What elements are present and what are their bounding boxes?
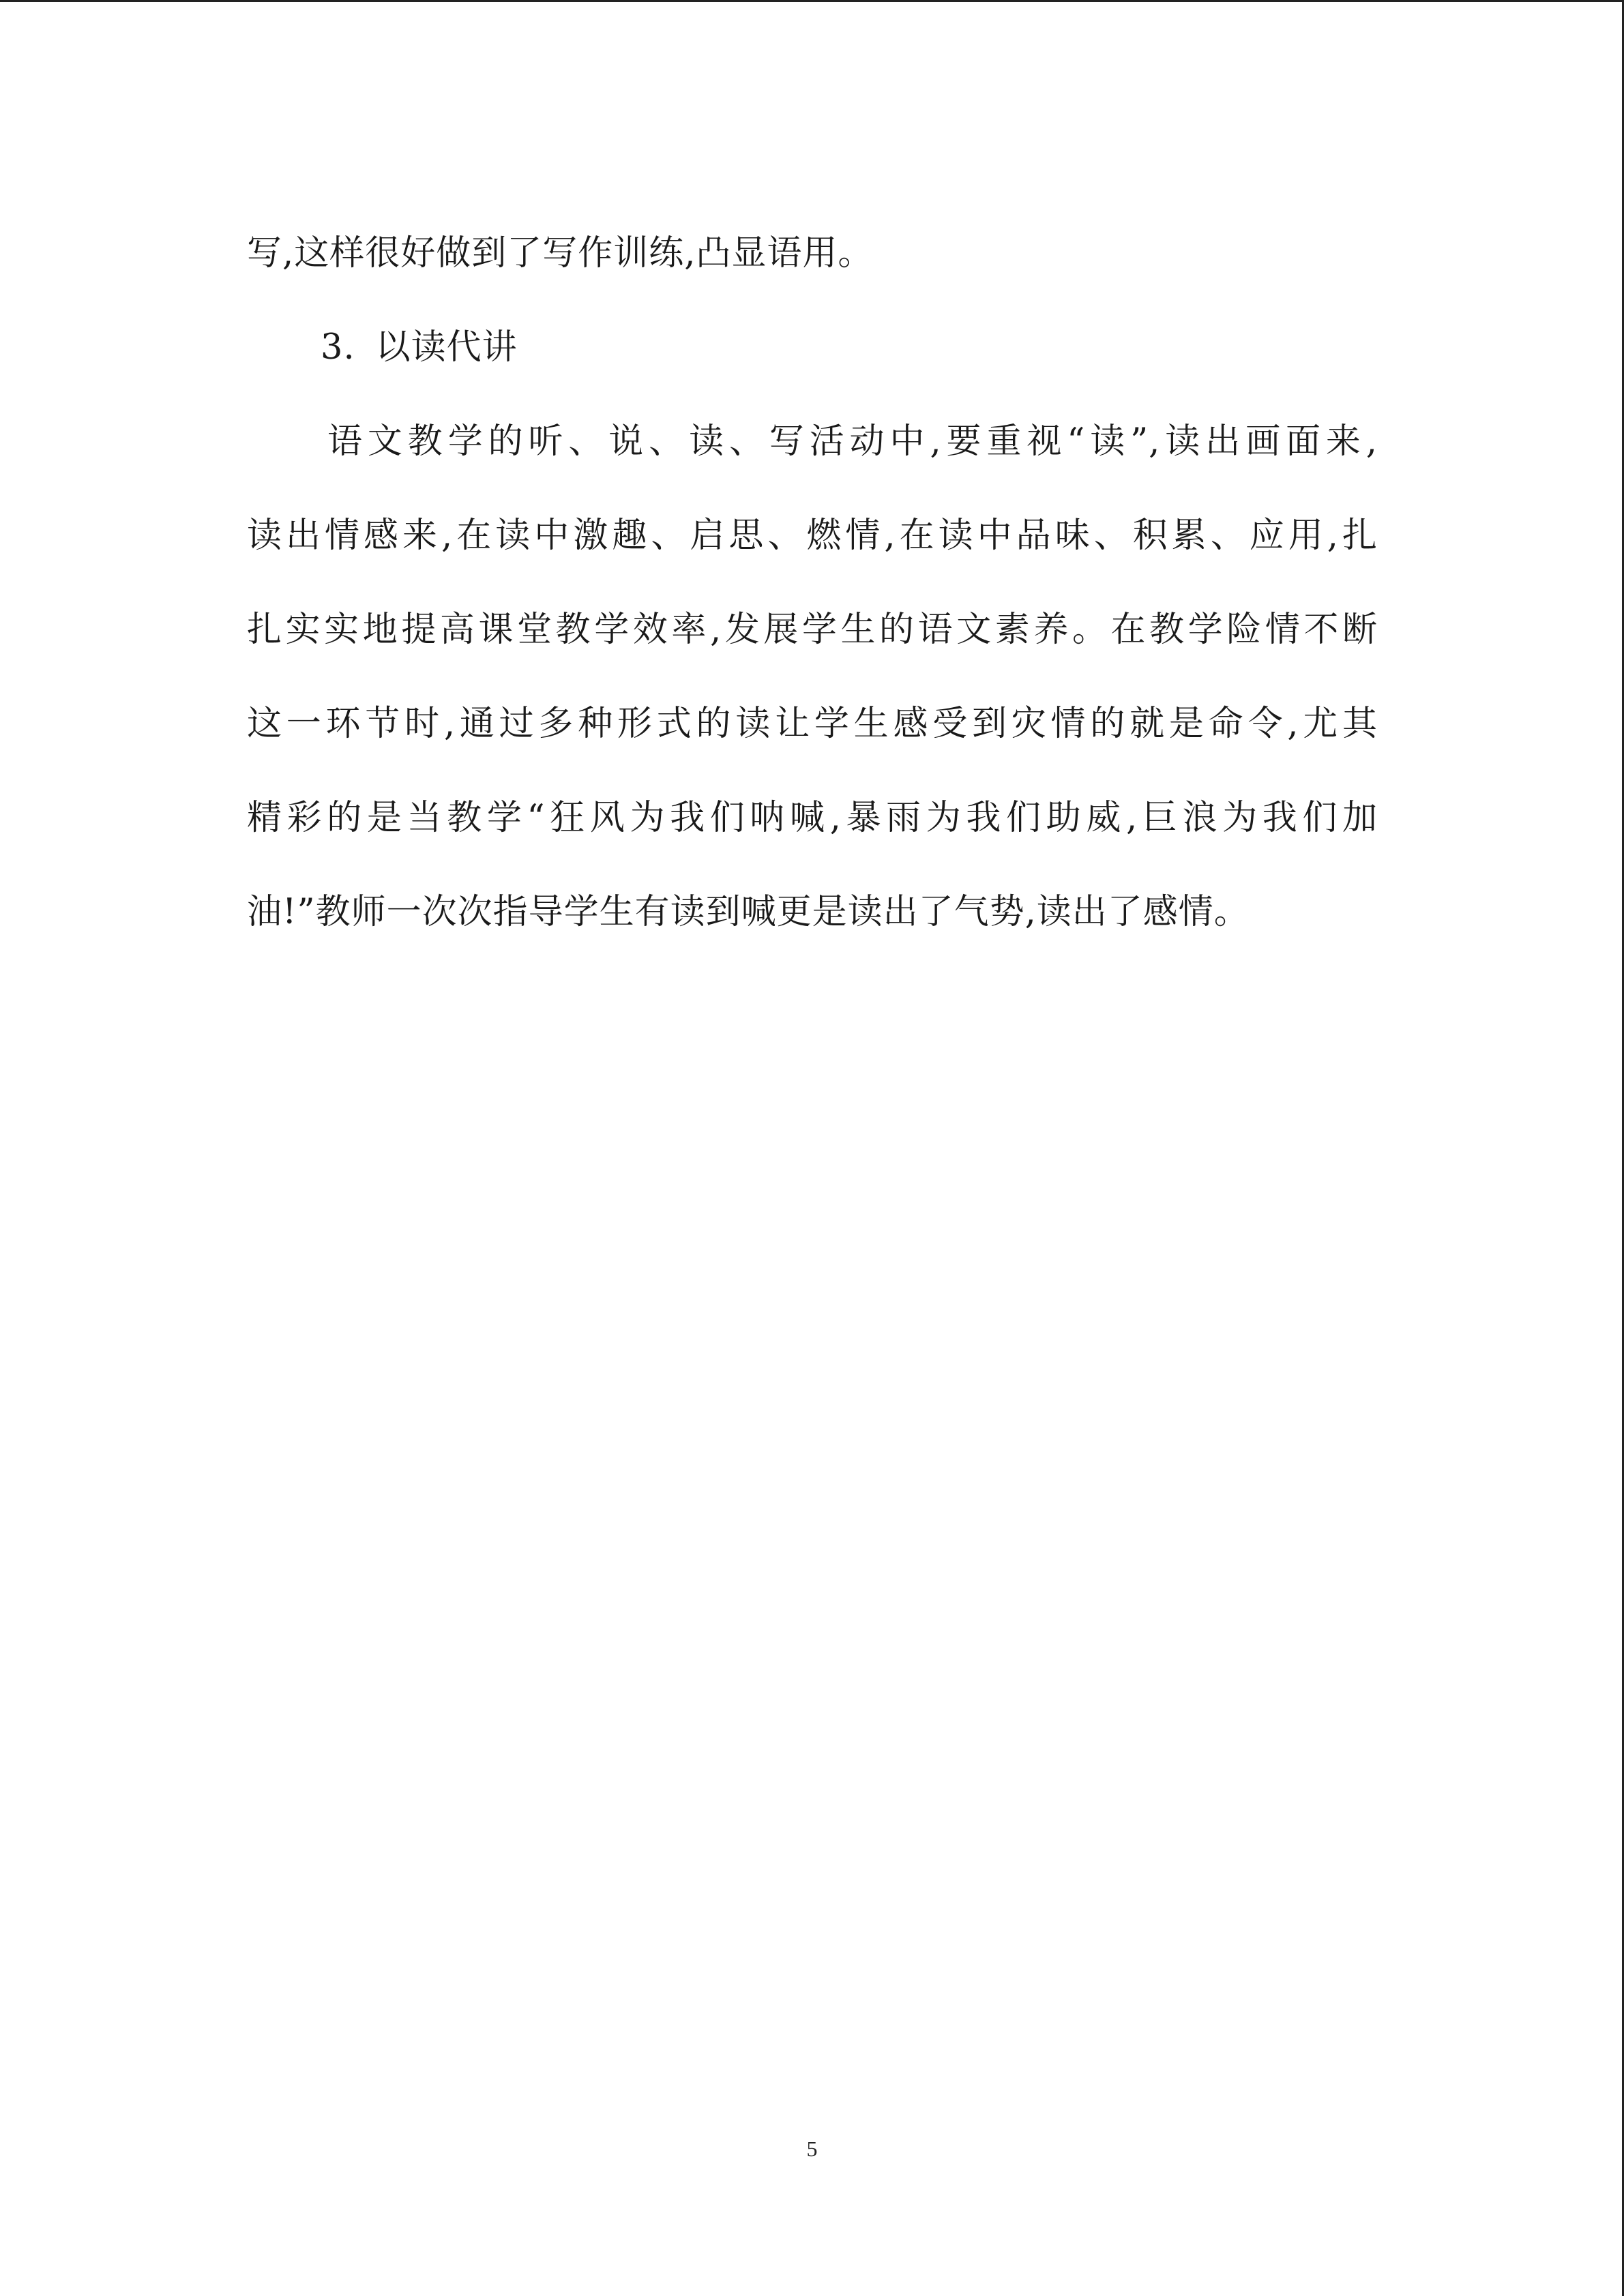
paragraph-line: 油!”教师一次次指导学生有读到喊更是读出了气势,读出了感情。	[247, 892, 1250, 932]
section-title: 以读代讲	[375, 327, 518, 368]
paragraph-line: 语文教学的听、说、读、写活动中,要重视“读”,读出画面来,	[327, 421, 1378, 462]
paragraph-line: 写,这样很好做到了写作训练,凸显语用。	[247, 233, 874, 273]
paragraph-line: 扎实实地提高课堂教学效率,发展学生的语文素养。在教学险情不断	[247, 610, 1378, 650]
section-heading	[247, 301, 1378, 395]
paragraph-line: 这一环节时,通过多种形式的读让学生感受到灾情的就是命令,尤其	[247, 704, 1378, 744]
paragraph-line: 精彩的是当教学“狂风为我们呐喊,暴雨为我们助威,巨浪为我们加	[247, 798, 1378, 838]
section-number: 3.	[321, 327, 355, 368]
paragraph-line: 读出情感来,在读中激趣、启思、燃情,在读中品味、积累、应用,扎	[247, 516, 1378, 556]
document-body	[247, 207, 1378, 959]
page-number: 5	[806, 2136, 818, 2161]
